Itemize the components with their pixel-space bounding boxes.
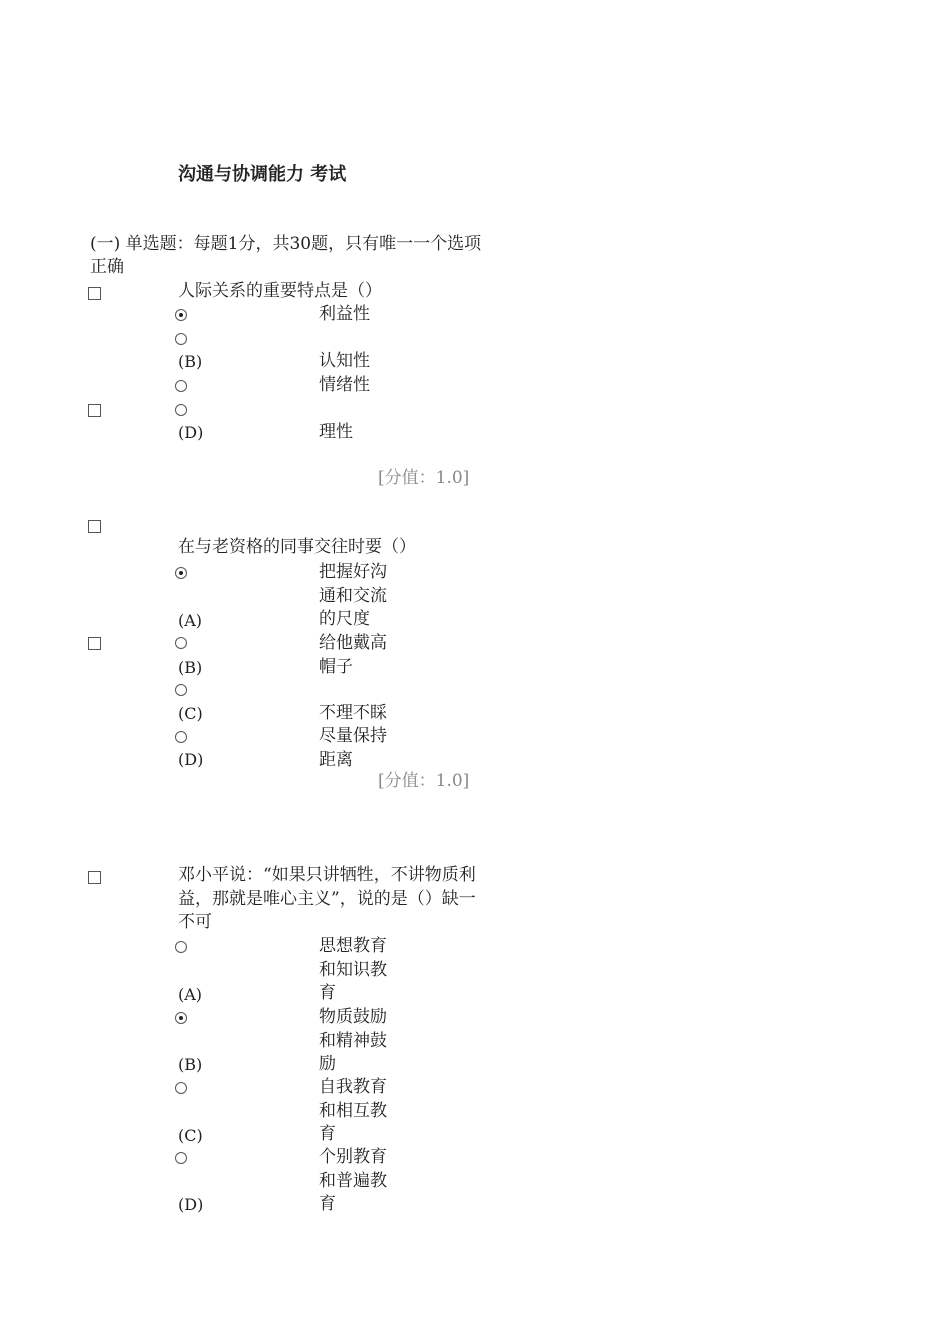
option-text: 个别教育和普遍教育 [319, 1147, 387, 1214]
question-checkbox[interactable] [88, 404, 101, 417]
option-letter: (C) [178, 704, 203, 723]
option-radio[interactable] [175, 1152, 187, 1164]
option-text: 把握好沟通和交流的尺度 [319, 562, 387, 629]
option-letter: (B) [178, 658, 203, 677]
option-text: 物质鼓励和精神鼓励 [319, 1007, 387, 1074]
option-radio[interactable] [175, 684, 187, 696]
option-letter: (D) [178, 750, 204, 769]
question-checkbox[interactable] [88, 637, 101, 650]
question-checkbox[interactable] [88, 520, 101, 533]
page-title: 沟通与协调能力 考试 [178, 164, 347, 185]
option-letter: (D) [178, 423, 204, 442]
option-text: 利益性 [319, 304, 370, 324]
option-text: 自我教育和相互教育 [319, 1077, 387, 1144]
option-radio[interactable] [175, 404, 187, 416]
option-letter: (B) [178, 352, 203, 371]
question-stem: 在与老资格的同事交往时要（） [178, 537, 416, 557]
question-checkbox[interactable] [88, 871, 101, 884]
option-radio[interactable] [175, 731, 187, 743]
option-letter: (D) [178, 1195, 204, 1214]
question-stem: 人际关系的重要特点是（） [178, 281, 382, 301]
option-radio[interactable] [175, 941, 187, 953]
option-radio[interactable] [175, 1082, 187, 1094]
question-checkbox[interactable] [88, 287, 101, 300]
option-text: 不理不睬 [319, 703, 387, 723]
option-text: 思想教育和知识教育 [319, 936, 387, 1003]
score-label: [分值：1.0] [378, 468, 470, 488]
option-radio[interactable] [175, 567, 187, 579]
option-letter: (B) [178, 1055, 203, 1074]
option-radio[interactable] [175, 637, 187, 649]
option-radio[interactable] [175, 309, 187, 321]
option-text: 给他戴高帽子 [319, 633, 387, 677]
option-text: 尽量保持距离 [319, 726, 387, 770]
option-letter: (A) [178, 611, 203, 630]
option-radio[interactable] [175, 1012, 187, 1024]
option-text: 认知性 [319, 351, 370, 371]
option-radio[interactable] [175, 333, 187, 345]
option-letter: (C) [178, 1126, 203, 1145]
section-heading: (一) 单选题：每题1分，共30题，只有唯一一个选项正确 [90, 234, 482, 277]
option-radio[interactable] [175, 380, 187, 392]
score-label: [分值：1.0] [378, 771, 470, 791]
question-stem: 邓小平说：“如果只讲牺牲，不讲物质利益，那就是唯心主义”，说的是（）缺一不可 [178, 865, 476, 932]
option-text: 情绪性 [319, 375, 370, 395]
option-letter: (A) [178, 985, 203, 1004]
option-text: 理性 [319, 422, 353, 442]
